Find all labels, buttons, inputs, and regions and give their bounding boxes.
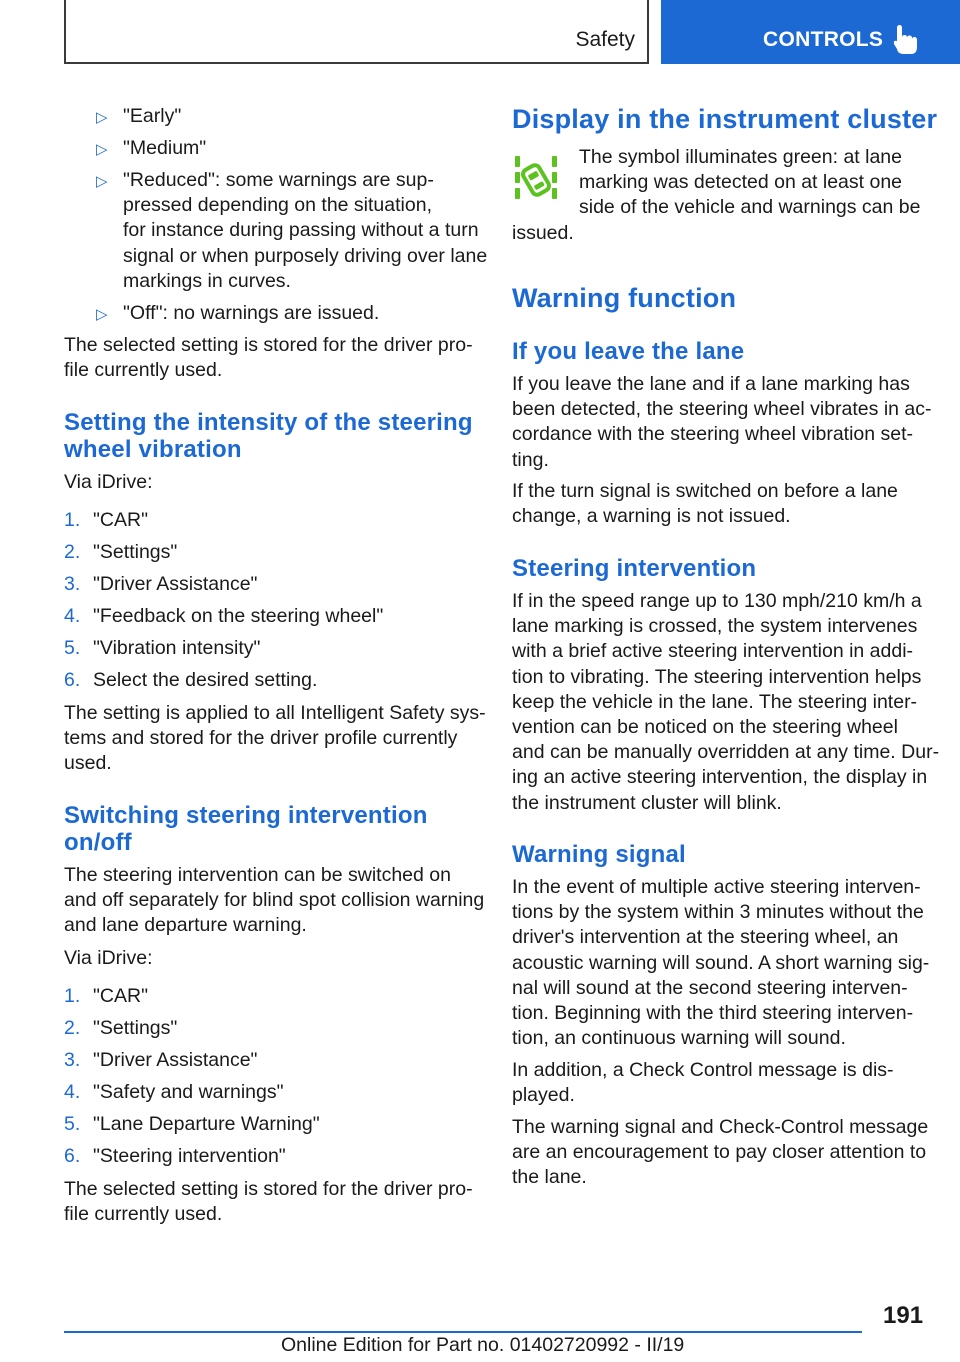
subsection-heading: Warning signal [512, 841, 686, 868]
step-text: "CAR" [93, 509, 149, 531]
step-number: 1. [64, 509, 81, 531]
footer-edition: Online Edition for Part no. 01402720992 - II/19 [281, 1334, 685, 1356]
step-number: 6. [64, 669, 81, 691]
footer-divider [64, 1331, 862, 1333]
step-text: "Safety and warnings" [93, 1081, 284, 1103]
step-text: "Feedback on the steering wheel" [93, 605, 384, 627]
bullet-item: "Reduced": some warnings are sup- pressed depending on the situation, for instance during passing without a turn signal or when purposely driving over lane markings in curves. [123, 169, 488, 292]
paragraph: The warning signal and Check-Control message are an encouragement to pay closer attention to the lane. [512, 1116, 929, 1189]
bullet-item: "Early" [123, 105, 182, 127]
header-chapter-tab[interactable] [661, 0, 960, 64]
section-heading: Switching steering intervention on/off [64, 802, 428, 856]
section-heading: Setting the intensity of the steering wheel vibration [64, 409, 473, 463]
bullet-item: "Medium" [123, 137, 207, 159]
step-text: "CAR" [93, 985, 149, 1007]
paragraph: The steering intervention can be switched on and off separately for blind spot collision warning and lane departure warning. [64, 864, 485, 937]
paragraph: If you leave the lane and if a lane marking has been detected, the steering wheel vibrates in ac- cordance with the steering wheel vibration set- ting. [512, 373, 932, 471]
section-heading: Warning function [512, 283, 737, 313]
paragraph: The selected setting is stored for the driver pro- file currently used. [64, 1178, 473, 1226]
step-text: "Driver Assistance" [93, 573, 258, 595]
section-heading: Display in the instrument cluster [512, 104, 938, 134]
paragraph-display-tail: issued. [512, 222, 574, 244]
paragraph: In the event of multiple active steering interven- tions by the system within 3 minutes without the driver's intervention at the steering wheel, an acoustic warning will sound. A short warning sig- nal will sound at the second steering interven- tion. Beginning with the third steering interven- tion, an continuous warning will sound. [512, 876, 930, 1050]
paragraph: Via iDrive: [64, 947, 153, 969]
paragraph: Via iDrive: [64, 471, 153, 493]
lane-departure-warning-icon [512, 148, 562, 208]
step-text: "Driver Assistance" [93, 1049, 258, 1071]
step-number: 6. [64, 1145, 81, 1167]
paragraph: If in the speed range up to 130 mph/210 km/h a lane marking is crossed, the system intervenes with a brief active steering intervention in addi- tion to vibrating. The steering intervention helps keep the vehicle in the lane. The steering inter- vention can be noticed on the steering wheel and can be manually overridden at any time. Dur- ing an active steering intervention, the display in the instrument cluster will blink. [512, 590, 940, 814]
step-text: "Settings" [93, 1017, 178, 1039]
step-text: "Settings" [93, 541, 178, 563]
bullet-triangle-icon: ▷ [96, 141, 108, 158]
step-number: 1. [64, 985, 81, 1007]
header-section-box [64, 0, 649, 64]
paragraph: In addition, a Check Control message is dis- played. [512, 1059, 894, 1107]
step-text: "Vibration intensity" [93, 637, 261, 659]
subsection-heading: Steering intervention [512, 555, 757, 582]
page-number: 191 [883, 1302, 924, 1329]
pointing-hand-icon [893, 24, 919, 56]
step-number: 2. [64, 541, 81, 563]
step-text: Select the desired setting. [93, 669, 318, 691]
header-section-label: Safety [575, 28, 635, 51]
bullet-triangle-icon: ▷ [96, 109, 108, 126]
subsection-heading: If you leave the lane [512, 338, 745, 365]
step-number: 5. [64, 637, 81, 659]
step-number: 3. [64, 573, 81, 595]
bullet-item: "Off": no warnings are issued. [123, 302, 380, 324]
step-number: 4. [64, 605, 81, 627]
paragraph: The selected setting is stored for the driver pro- file currently used. [64, 334, 473, 382]
step-number: 5. [64, 1113, 81, 1135]
step-number: 4. [64, 1081, 81, 1103]
bullet-triangle-icon: ▷ [96, 306, 108, 323]
paragraph: If the turn signal is switched on before a lane change, a warning is not issued. [512, 480, 898, 528]
step-number: 3. [64, 1049, 81, 1071]
paragraph-display-line: The symbol illuminates green: at lane marking was detected on at least one side of the vehicle and warnings can be [579, 146, 921, 219]
step-text: "Steering intervention" [93, 1145, 286, 1167]
step-number: 2. [64, 1017, 81, 1039]
bullet-triangle-icon: ▷ [96, 173, 108, 190]
header-chapter-label: CONTROLS [763, 28, 884, 51]
step-text: "Lane Departure Warning" [93, 1113, 320, 1135]
paragraph: The setting is applied to all Intelligent Safety sys- tems and stored for the driver profile currently used. [64, 702, 486, 775]
